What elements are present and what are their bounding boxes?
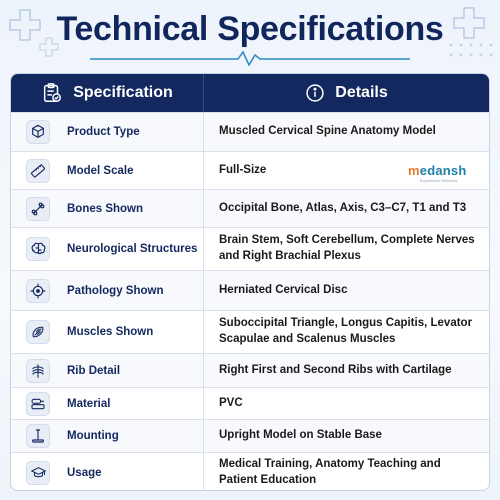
clipboard-check-icon — [41, 82, 63, 104]
spec-label: Material — [67, 397, 111, 410]
detail-cell: Medical Training, Anatomy Teaching and Patient Education — [219, 457, 441, 486]
muscle-icon — [26, 320, 50, 344]
detail-cell: Full-Size — [219, 163, 267, 176]
spec-cell — [11, 388, 204, 419]
bone-icon — [26, 197, 50, 221]
spec-cell — [11, 311, 204, 353]
header-details-label: Details — [335, 84, 388, 101]
detail-cell: Occipital Bone, Atlas, Axis, C3–C7, T1 and T3 — [219, 201, 467, 214]
spec-cell — [11, 228, 204, 270]
cube-icon — [26, 120, 50, 144]
table-row — [11, 270, 489, 310]
table-row — [11, 112, 489, 151]
detail-cell: Upright Model on Stable Base — [219, 429, 382, 442]
spec-label: Pathology Shown — [67, 284, 164, 297]
spec-cell — [11, 354, 204, 387]
spec-cell — [11, 420, 204, 452]
spec-label: Usage — [67, 466, 102, 479]
table-row — [11, 353, 489, 387]
table-row — [11, 310, 489, 353]
table-row — [11, 387, 489, 419]
brand-wordmark: medansh — [408, 163, 467, 178]
spec-label: Bones Shown — [67, 202, 144, 215]
spec-label: Muscles Shown — [67, 326, 154, 338]
table-row — [11, 419, 489, 452]
heartbeat-line — [90, 50, 410, 66]
spec-label: Mounting — [67, 430, 119, 442]
table-row — [11, 227, 489, 270]
material-icon — [26, 392, 50, 416]
spec-label: Neurological Structures — [67, 243, 198, 255]
spec-cell — [11, 152, 204, 189]
header-specification — [11, 74, 204, 112]
detail-cell: PVC — [219, 396, 243, 409]
table-row — [11, 189, 489, 227]
spec-cell — [11, 271, 204, 310]
detail-cell: Brain Stem, Soft Cerebellum, Complete Nerves and Right Brachial Plexus — [219, 234, 475, 262]
detail-cell: Right First and Second Ribs with Cartilage — [219, 363, 452, 376]
detail-cell: Herniated Cervical Disc — [219, 283, 348, 296]
brand-tagline: Experience Wellness — [420, 178, 458, 183]
header-specification-label: Specification — [73, 84, 173, 101]
table-header — [11, 74, 489, 112]
info-icon — [305, 83, 325, 103]
crosshair-icon — [26, 279, 50, 303]
table-row — [11, 452, 489, 491]
stand-icon — [26, 424, 50, 448]
spec-cell — [11, 190, 204, 227]
spec-label: Product Type — [67, 126, 140, 138]
brand-logo — [408, 163, 480, 189]
brain-icon — [26, 237, 50, 261]
spec-cell — [11, 113, 204, 151]
page-title: Technical Specifications — [56, 10, 444, 48]
spec-table — [10, 73, 490, 491]
spec-cell — [11, 453, 204, 491]
detail-cell: Suboccipital Triangle, Longus Capitis, Levator Scapulae and Scalenus Muscles — [219, 317, 473, 345]
ruler-icon — [26, 159, 50, 183]
spec-label: Rib Detail — [67, 364, 121, 377]
detail-cell: Muscled Cervical Spine Anatomy Model — [219, 125, 436, 138]
spec-label: Model Scale — [67, 164, 134, 177]
graduation-cap-icon — [26, 461, 50, 485]
ribs-icon — [26, 359, 50, 383]
header-details — [204, 74, 489, 112]
